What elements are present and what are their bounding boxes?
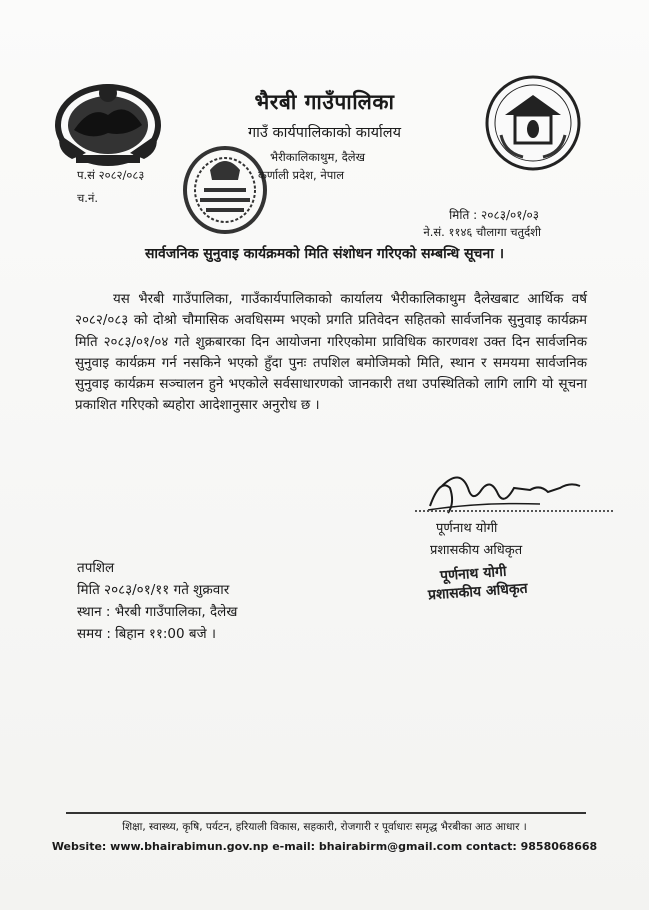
footer-motto: शिक्षा, स्वास्थ्य, कृषि, पर्यटन, हरियाली विकास, सहकारी, रोजगारी र पूर्वाधारः समृद्ध भैरबीका आठ आधार । (122, 821, 527, 833)
letter-subject: सार्वजनिक सुनुवाइ कार्यक्रमको मिति संशोधन गरिएको सम्बन्धि सूचना । (144, 246, 505, 262)
officer-title: प्रशासकीय अधिकृत (430, 543, 523, 558)
letter-body: यस भैरबी गाउँपालिका, गाउँकार्यपालिकाको कार्यालय भैरीकालिकाथुम दैलेखबाट आर्थिक वर्ष २०८२/०८३ को दोश्रो चौमासिक अवधिसम्म भएको प्रगति प्रतिवेदन सहितको सार्वजनिक सुनुवाइ कार्यक्रम मिति २०८३/०१/०४ गते शुक्रबारका दिन आयोजना गरिएकोमा प्राविधिक कारणवश उक्त दिन सार्वजनिक सुनुवाइ कार्यक्रम गर्न नसकिने भएको हुँदा पुनः तपशिल बमोजिमको मिति, स्थान र समयमा सार्वजनिक सुनुवाइ कार्यक्रम सञ्चालन हुने भएकोले सर्वसाधारणको जानकारी तथा उपस्थितिको लागि लागि यो सूचना प्रकाशित गरिएको ब्यहोरा आदेशानुसार अनुरोध छ । (75, 292, 587, 414)
footer-contact: Website: www.bhairabimun.gov.np e-mail: bhairabirm@gmail.com contact: 9858068668 (51, 840, 598, 853)
footer-divider (66, 812, 586, 814)
dispatch-number: च.नं. (77, 191, 98, 205)
officer-stamp-title: प्रशासकीय अधिकृत (427, 580, 529, 604)
nepal-sambat-date: ने.सं. ११४६ चौलागा चतुर्दशी (423, 225, 541, 239)
schedule-date: मिति २०८३/०१/११ गते शुक्रवार (77, 582, 230, 598)
officer-stamp-name: पूर्णनाथ योगी (439, 563, 508, 585)
office-province: कर्णाली प्रदेश, नेपाल (258, 168, 345, 182)
reference-number: प.सं २०८२/०८३ (77, 168, 145, 182)
officer-name: पूर्णनाथ योगी (436, 521, 498, 536)
municipality-title: भैरबी गाउँपालिका (254, 90, 395, 114)
letter-date: मिति : २०८३/०१/०३ (449, 208, 539, 222)
office-address: भैरीकालिकाथुम, दैलेख (270, 150, 366, 164)
office-name: गाउँ कार्यपालिकाको कार्यालय (247, 125, 402, 141)
schedule-place: स्थान : भैरबी गाउँपालिका, दैलेख (77, 604, 238, 620)
schedule-heading: तपशिल (77, 560, 115, 576)
signature-line (415, 510, 613, 512)
schedule-time: समय : बिहान ११:00 बजे । (77, 626, 217, 642)
official-stamp-icon (180, 140, 270, 235)
